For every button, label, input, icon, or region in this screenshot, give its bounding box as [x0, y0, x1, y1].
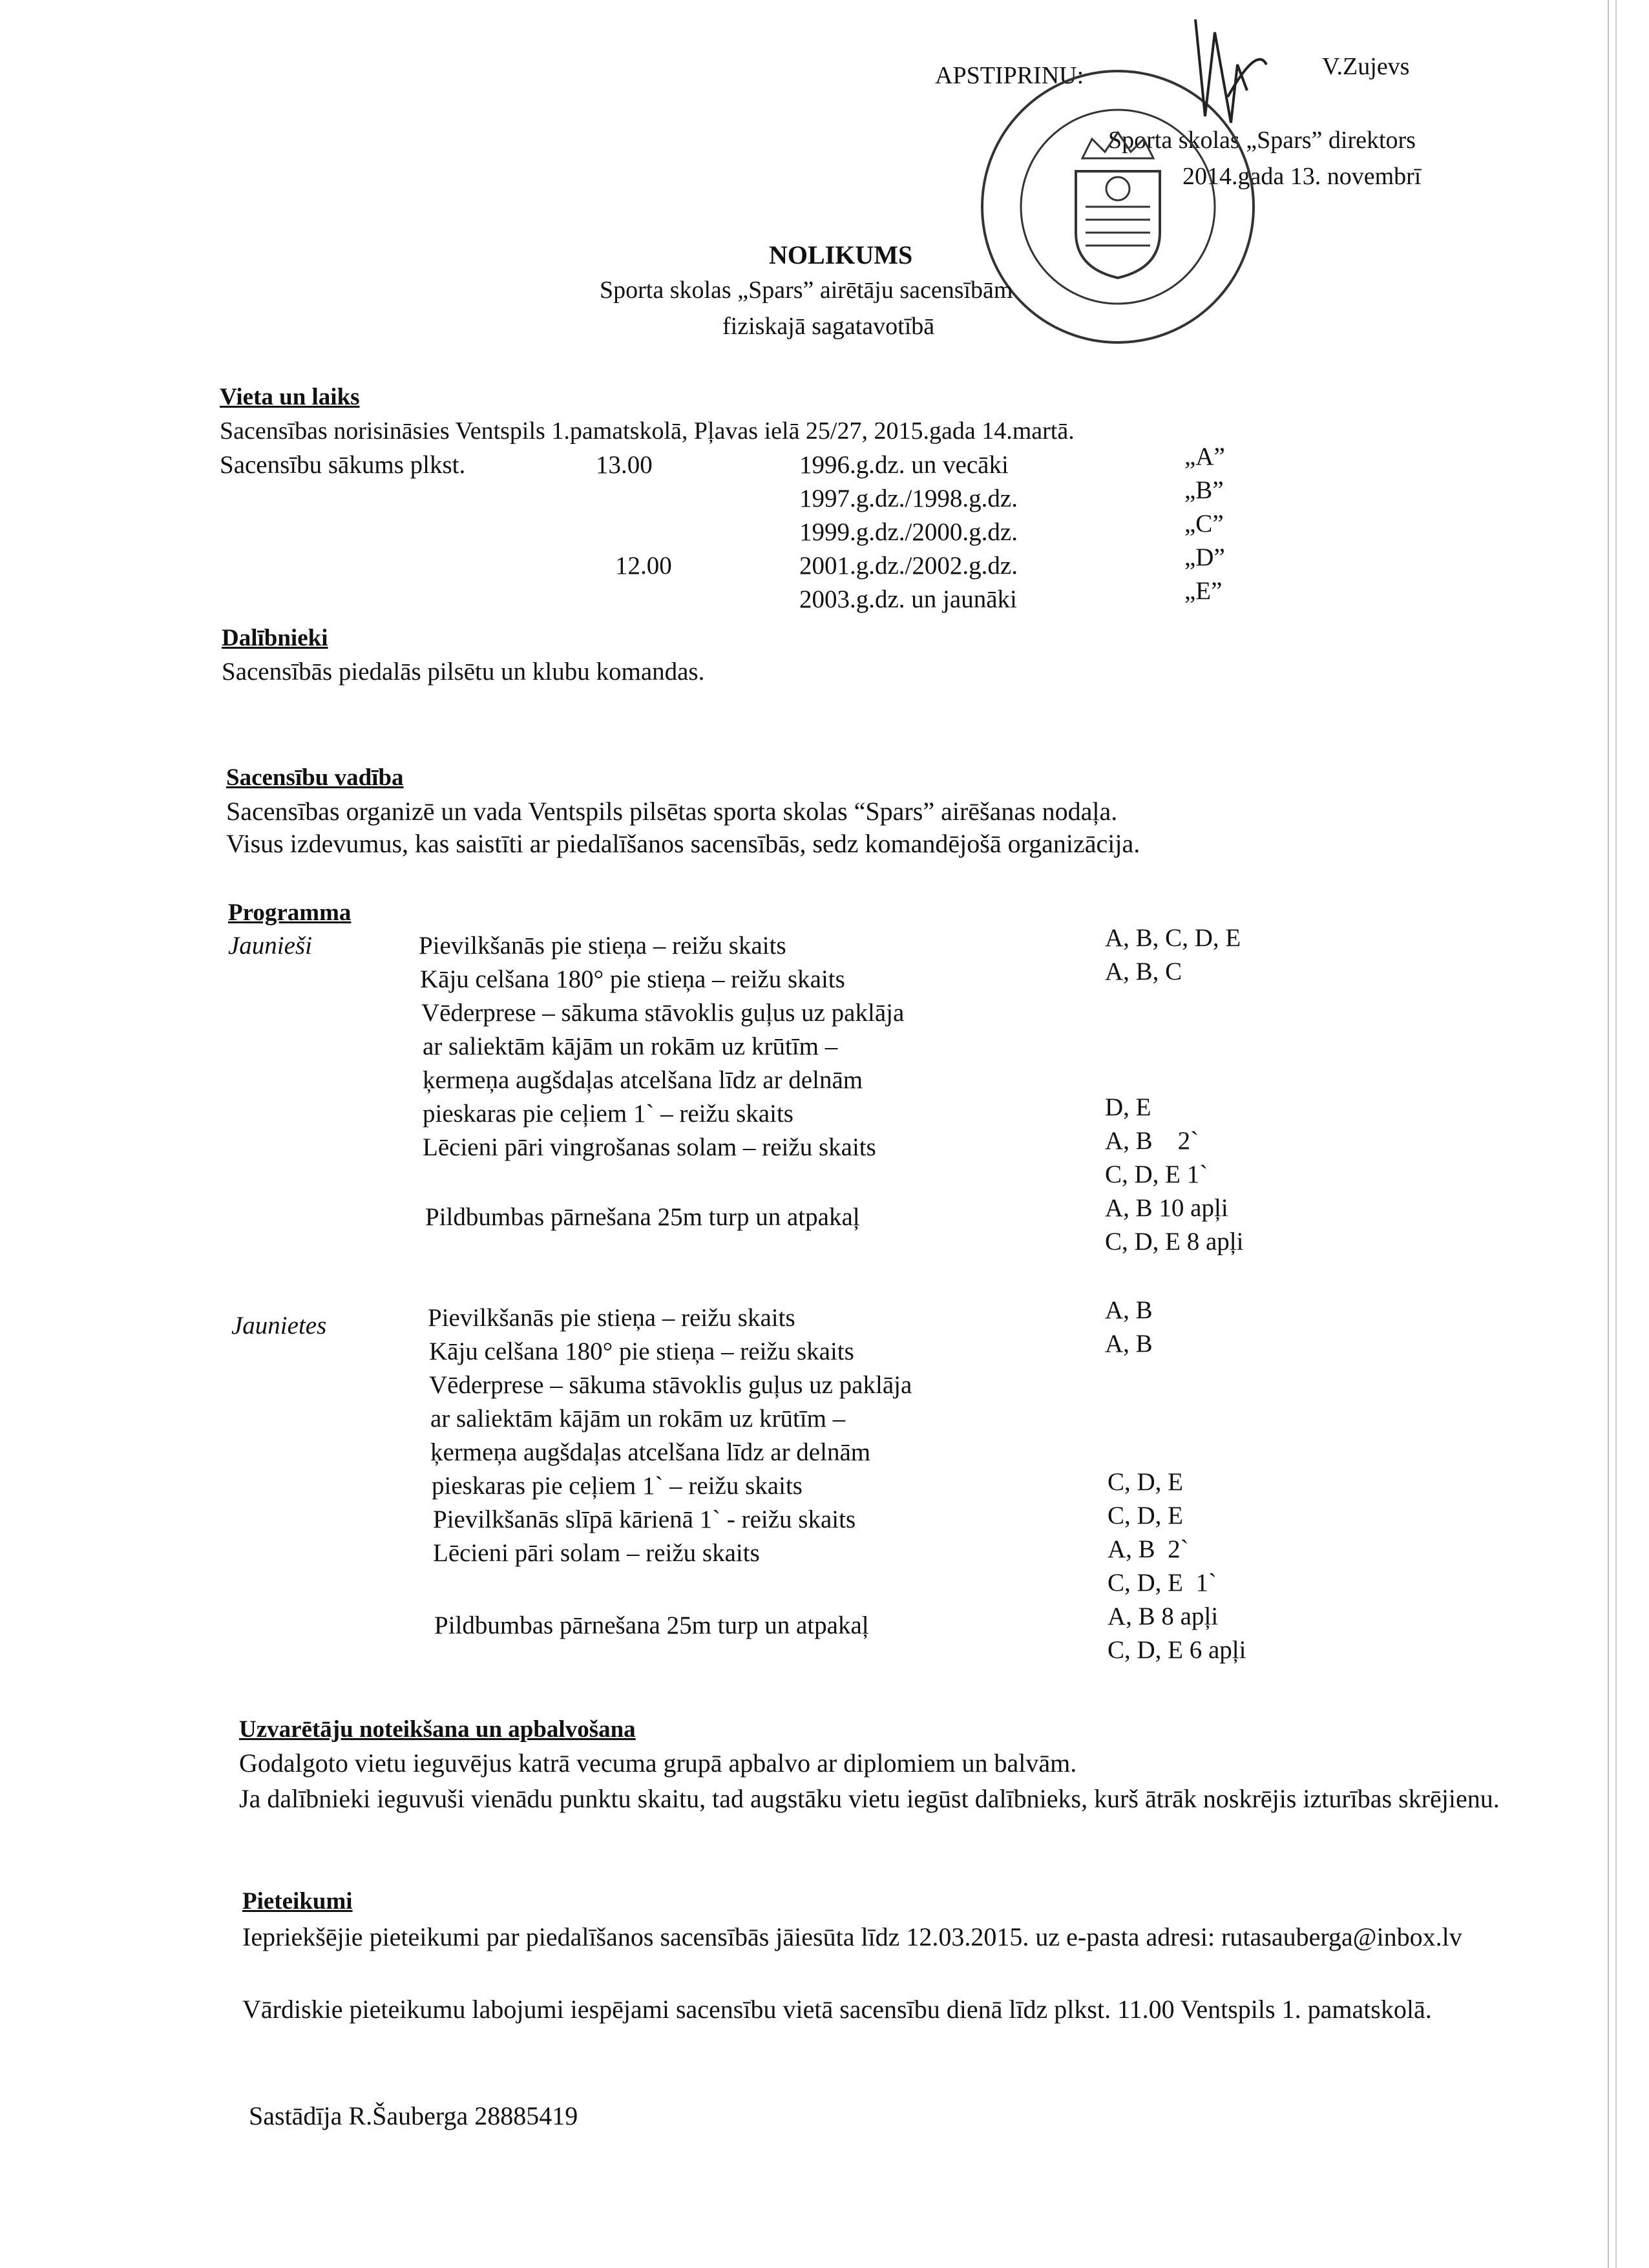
exercise-line: ķermeņa augšdaļas atcelšana līdz ar delnām	[423, 1066, 863, 1094]
group-codes: C, D, E 6 apļi	[1108, 1636, 1246, 1664]
approval-apstiprinu: APSTIPRINU:	[935, 62, 1084, 89]
schedule-time: 12.00	[615, 552, 672, 580]
vadiba-line1: Sacensības organizē un vada Ventspils pilsētas sporta skolas “Spars” airēšanas nodaļa.	[226, 797, 1118, 826]
exercise-line: Pievilkšanās pie stieņa – reižu skaits	[428, 1304, 795, 1332]
scan-edge-line	[1615, 0, 1617, 2268]
uzvaretaju-line1: Godalgoto vietu ieguvējus katrā vecuma grupā apbalvo ar diplomiem un balvām.	[239, 1748, 1077, 1778]
group-codes: C, D, E	[1108, 1468, 1183, 1496]
exercise-line: Pievilkšanās slīpā kārienā 1` - reižu skaits	[433, 1506, 856, 1533]
exercise-line: Vēderprese – sākuma stāvoklis guļus uz paklāja	[421, 999, 905, 1027]
exercise-line: Pievilkšanās pie stieņa – reižu skaits	[419, 932, 786, 960]
schedule-years: 1999.g.dz./2000.g.dz.	[799, 518, 1018, 546]
start-label: Sacensību sākums plkst.	[220, 451, 466, 479]
approval-date: 2014.gada 13. novembrī	[1182, 163, 1422, 190]
schedule-group: „D”	[1184, 543, 1225, 571]
program-group-label: Jaunietes	[231, 1312, 327, 1339]
section-heading-vieta: Vieta un laiks	[220, 384, 360, 410]
seal-emblem-stripes	[1086, 207, 1150, 246]
group-codes: A, B	[1105, 1296, 1153, 1324]
vieta-text: Sacensības norisināsies Ventspils 1.pamatskolā, Pļavas ielā 25/27, 2015.gada 14.martā.	[220, 417, 1075, 445]
group-codes: C, D, E 1`	[1108, 1569, 1217, 1597]
exercise-line: Lēcieni pāri solam – reižu skaits	[433, 1539, 760, 1567]
schedule-group: „A”	[1184, 443, 1225, 470]
group-codes: A, B 2`	[1108, 1535, 1189, 1563]
seal-emblem-shield	[1076, 171, 1160, 278]
group-codes: A, B 2`	[1105, 1127, 1199, 1155]
signature-stroke	[1195, 19, 1266, 123]
group-codes: A, B, C, D, E	[1105, 924, 1241, 952]
exercise-line: ar saliektām kājām un rokām uz krūtīm –	[423, 1033, 838, 1060]
schedule-group: „B”	[1184, 476, 1224, 504]
schedule-group: „C”	[1184, 510, 1224, 538]
document-title: NOLIKUMS	[769, 240, 913, 269]
section-heading-dalibnieki: Dalībnieki	[222, 625, 328, 651]
exercise-line: ar saliektām kājām un rokām uz krūtīm –	[430, 1405, 846, 1433]
exercise-line: Lēcieni pāri vingrošanas solam – reižu skaits	[423, 1133, 876, 1161]
pieteikumi-paragraph2: Vārdiskie pieteikumu labojumi iespējami sacensību vietā sacensību dienā līdz plkst. 11.00 Ventspils 1. pamatskolā.	[242, 1995, 1432, 2024]
section-heading-uzvaretaju: Uzvarētāju noteikšana un apbalvošana	[239, 1716, 636, 1743]
approval-director-name: V.Zujevs	[1322, 53, 1410, 80]
schedule-years: 1997.g.dz./1998.g.dz.	[799, 485, 1018, 512]
seal-emblem-crown	[1082, 132, 1153, 158]
exercise-line: Kāju celšana 180° pie stieņa – reižu skaits	[429, 1338, 854, 1365]
seal-emblem-sun	[1106, 177, 1129, 200]
group-codes: A, B 8 apļi	[1108, 1602, 1219, 1630]
scan-edge-line	[1608, 0, 1609, 2268]
program-group-label: Jaunieši	[228, 932, 312, 960]
compiled-by: Sastādīja R.Šauberga 28885419	[249, 2101, 578, 2130]
title-line2: fiziskajā sagatavotībā	[722, 313, 935, 340]
group-codes: D, E	[1105, 1093, 1151, 1121]
section-heading-pieteikumi: Pieteikumi	[242, 1888, 353, 1915]
exercise-line: Pildbumbas pārnešana 25m turp un atpakaļ	[425, 1203, 860, 1231]
exercise-line: Kāju celšana 180° pie stieņa – reižu skaits	[420, 965, 845, 993]
dalibnieki-text: Sacensībās piedalās pilsētu un klubu komandas.	[222, 658, 705, 686]
uzvaretaju-paragraph: Ja dalībnieki ieguvuši vienādu punktu skaitu, tad augstāku vietu iegūst dalībnieks, kurš ātrāk noskrējis izturības skrējienu.	[239, 1784, 1500, 1813]
exercise-line: Pildbumbas pārnešana 25m turp un atpakaļ	[434, 1612, 869, 1639]
schedule-years: 2001.g.dz./2002.g.dz.	[799, 552, 1018, 580]
group-codes: C, D, E 1`	[1105, 1160, 1208, 1188]
group-codes: A, B	[1105, 1330, 1153, 1358]
school-seal	[972, 19, 1270, 355]
section-heading-programma: Programma	[228, 899, 352, 926]
approval-director-title: Sporta skolas „Spars” direktors	[1108, 127, 1416, 154]
group-codes: A, B, C	[1105, 958, 1182, 985]
schedule-years: 1996.g.dz. un vecāki	[799, 451, 1009, 479]
vadiba-line2: Visus izdevumus, kas saistīti ar piedalīšanos sacensībās, sedz komandējošā organizācija.	[226, 829, 1140, 858]
group-codes: A, B 10 apļi	[1105, 1194, 1228, 1222]
group-codes: C, D, E 8 apļi	[1105, 1228, 1244, 1255]
pieteikumi-paragraph1: Iepriekšējie pieteikumi par piedalīšanos sacensībās jāiesūta līdz 12.03.2015. uz e-pasta adresi: rutasauberga@inbox.lv	[242, 1922, 1462, 1951]
exercise-line: ķermeņa augšdaļas atcelšana līdz ar delnām	[430, 1438, 871, 1466]
section-heading-vadiba: Sacensību vadība	[226, 764, 404, 791]
title-line1: Sporta skolas „Spars” airētāju sacensībām	[600, 277, 1013, 304]
schedule-group: „E”	[1184, 577, 1223, 605]
schedule-years: 2003.g.dz. un jaunāki	[799, 585, 1017, 613]
exercise-line: Vēderprese – sākuma stāvoklis guļus uz paklāja	[429, 1371, 912, 1399]
exercise-line: pieskaras pie ceļiem 1` – reižu skaits	[432, 1472, 803, 1500]
group-codes: C, D, E	[1108, 1502, 1183, 1529]
schedule-time: 13.00	[596, 451, 653, 479]
exercise-line: pieskaras pie ceļiem 1` – reižu skaits	[423, 1100, 793, 1128]
